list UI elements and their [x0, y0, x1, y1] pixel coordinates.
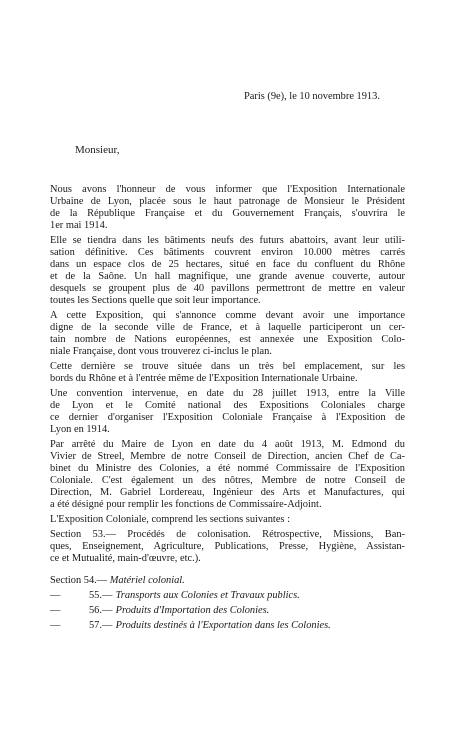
body-line: desquels se groupent plus de 40 pavillons permettront de mettre en valeur [50, 283, 405, 294]
body-line: niale Française, dont vous trouverez ci-inclus le plan. [50, 346, 272, 357]
body-line: bords du Rhône et à l'entrée même de l'Exposition Internationale Urbaine. [50, 373, 358, 384]
body-line: de Lyon et le Comité national des Expositions Coloniales charge [50, 400, 405, 411]
body-line: Cette dernière se trouve située dans un très bel emplacement, sur les [50, 361, 405, 372]
body-line: Nous avons l'honneur de vous informer que l'Exposition Internationale [50, 184, 405, 195]
body-line: Urbaine de Lyon, placée sous le haut patronage de Monsieur le Président [50, 196, 405, 207]
section-item [50, 590, 300, 603]
section-title: Produits destinés à l'Exportation dans les Colonies. [113, 620, 331, 631]
section-item [50, 620, 331, 633]
section-number: — 56.— [50, 605, 113, 616]
body-line: ques, Enseignement, Agriculture, Publications, Presse, Hygiène, Assistan- [50, 541, 405, 552]
body-line: binet du Ministre des Colonies, a été nommé Commissaire de l'Exposition [50, 463, 405, 474]
body-line: a été désigné pour remplir les fonctions de Commissaire-Adjoint. [50, 499, 322, 510]
body-line: tain nombre de Nations européennes, est annexée une Exposition Colo- [50, 334, 405, 345]
body-line: sation définitive. Ces bâtiments couvrent environ 10.000 mètres carrés [50, 247, 405, 258]
section-title: Transports aux Colonies et Travaux publics. [113, 590, 300, 601]
body-line: Une convention intervenue, en date du 28 juillet 1913, entre la Ville [50, 388, 405, 399]
body-line: A cette Exposition, qui s'annonce comme devant avoir une importance [50, 310, 405, 321]
letter-date: Paris (9e), le 10 novembre 1913. [244, 91, 380, 102]
section-title: Produits d'Importation des Colonies. [113, 605, 270, 616]
salutation: Monsieur, [75, 144, 120, 156]
body-line: de la République Française et du Gouvernement Français, s'ouvrira le [50, 208, 405, 219]
body-line: digne de la seconde ville de France, et à laquelle participeront un cer- [50, 322, 405, 333]
body-line: toutes les Sections quelle que soit leur importance. [50, 295, 261, 306]
body-line: Section 53.— Procédés de colonisation. Rétrospective, Missions, Ban- [50, 529, 405, 540]
section-item [50, 605, 269, 618]
body-line: Lyon en 1914. [50, 424, 110, 435]
section-number: Section 54.— [50, 575, 108, 586]
body-line: et de la Saône. Un hall magnifique, une grande avenue couverte, autour [50, 271, 405, 282]
body-line: dans un espace clos de 25 hectares, situé en face du confluent du Rhône [50, 259, 405, 270]
body-line: L'Exposition Coloniale, comprend les sections suivantes : [50, 514, 290, 525]
section-number: — 55.— [50, 590, 113, 601]
body-line: Elle se tiendra dans les bâtiments neufs des futurs abattoirs, avant leur utili- [50, 235, 405, 246]
body-line: ce dernier d'organiser l'Exposition Coloniale Française à l'Exposition de [50, 412, 405, 423]
section-title: Matériel colonial. [107, 575, 185, 586]
body-line: 1er mai 1914. [50, 220, 108, 231]
body-line: ce et Mutualité, main-d'œuvre, etc.). [50, 553, 201, 564]
body-line: Vivier de Streel, Membre de notre Conseil de Direction, ancien Chef de Ca- [50, 451, 405, 462]
body-line: Par arrêté du Maire de Lyon en date du 4 août 1913, M. Edmond du [50, 439, 405, 450]
section-item [50, 575, 185, 588]
section-number: — 57.— [50, 620, 113, 631]
body-line: Direction, M. Gabriel Lordereau, Ingénieur des Arts et Manufactures, qui [50, 487, 405, 498]
body-line: Coloniale. C'est également un des nôtres, Membre de notre Conseil de [50, 475, 405, 486]
